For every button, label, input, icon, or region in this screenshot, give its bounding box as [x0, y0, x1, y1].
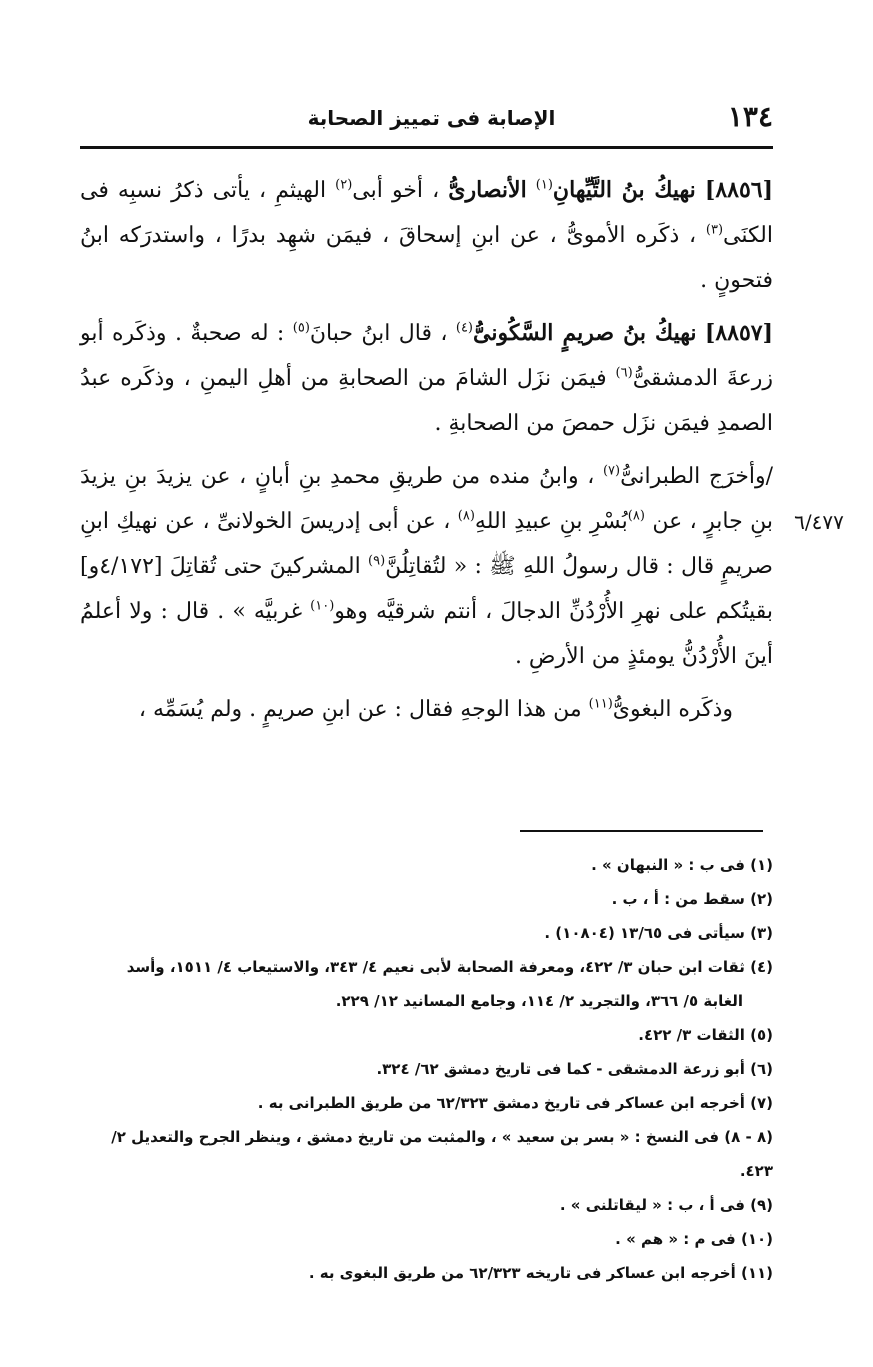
- footnote-marker: (١): [535, 177, 553, 193]
- paragraph-text: ، وابنُ منده من طريقِ محمدِ بنِ أبانٍ ، عن يزيدَ بنِ يزيدَ بنِ جابرٍ ، عن: [80, 464, 773, 534]
- header-rule: [80, 146, 773, 149]
- footnote-marker: (٢): [335, 177, 353, 193]
- paragraph-text: بُسْرِ بنِ عبيدِ اللهِ: [474, 509, 628, 534]
- entry-text: فيمَن نزَل الشامَ من الصحابةِ من أهلِ اليمنِ ، وذكَره عبدُ الصمدِ فيمَن نزَل حمصَ من الصحابةِ .: [80, 366, 773, 436]
- footnote-11: (١١) أخرجه ابن عساكر فى تاريخه ٦٢/٣٢٣ من طريق البغوى به .: [308, 1264, 773, 1282]
- footnote-rule: [520, 830, 763, 832]
- footnote-marker: (٨): [627, 508, 645, 524]
- footnote-marker: (٩): [368, 553, 386, 569]
- paragraph-text: غربيَّه » . قال : ولا أعلمُ أينَ الأُرْدُنُّ يومئذٍ من الأرضِ .: [80, 599, 773, 669]
- entry-text: : له صحبةٌ . وذكَره أبو زرعةَ الدمشقىُّ: [80, 321, 773, 391]
- paragraph-text: وذكَره البغوىُّ: [612, 697, 733, 722]
- footnote-marker: (٦): [615, 365, 633, 381]
- footnote-marker: (٤): [455, 320, 473, 336]
- entry-nisba: الأنصارىُّ: [448, 177, 527, 203]
- footnote-1: (١) فى ب : « النبهان » .: [591, 856, 773, 874]
- footnote-4: (٤) ثقات ابن حبان ٣/ ٤٢٢، ومعرفة الصحابة لأبى نعيم ٤/ ٣٤٣، والاستيعاب ٤/ ١٥١١، وأسد: [126, 958, 773, 976]
- footnote-marker: (٧): [602, 463, 621, 479]
- paragraph-text: من هذا الوجهِ فقال : عن ابنِ صريمٍ . ولم يُسَمِّه ،: [138, 697, 582, 722]
- paragraph-text: /وأخرَج الطبرانىُّ: [620, 464, 774, 489]
- entry-number: [٨٨٥٧]: [704, 320, 774, 346]
- entry-text: ، ذكَره الأموىُّ ، عن ابنِ إسحاقَ ، فيمَن شهِد بدرًا ، واستدرَكه ابنُ فتحونٍ .: [80, 223, 773, 293]
- entry-name: نهيكُ بنُ التَّيِّهانِ: [552, 177, 696, 203]
- footnote-marker: (٣): [705, 222, 724, 238]
- footnote-marker: (٥): [292, 320, 310, 336]
- entry-name: نهيكُ بنُ صريمٍ السَّكُونىُّ: [473, 320, 697, 346]
- page-header: [80, 100, 773, 140]
- margin-reference: ٦/٤٧٧: [794, 510, 844, 534]
- footnote-6: (٦) أبو زرعة الدمشقى - كما فى تاريخ دمشق ٦٢/ ٣٢٤.: [376, 1060, 773, 1078]
- footnote-9: (٩) فى أ ، ب : « ليقاتلنى » .: [559, 1196, 773, 1214]
- entry-text: الهيثمِ ، يأتى ذكرُ نسبِه فى الكنَى: [80, 178, 773, 248]
- footnote-8: (٨ - ٨) فى النسخ : « بسر بن سعيد » ، والمثبت من تاريخ دمشق ، وينظر الجرح والتعديل ٢/ ٤٢٣.: [111, 1128, 773, 1180]
- footnote-marker: (١١): [588, 696, 613, 712]
- footnote-7: (٧) أخرجه ابن عساكر فى تاريخ دمشق ٦٢/٣٢٣ من طريق الطبرانى به .: [257, 1094, 773, 1112]
- entry-8857: [80, 311, 773, 446]
- entry-8856: [80, 168, 773, 303]
- running-title: الإصابة فى تمييز الصحابة: [307, 106, 556, 130]
- footnote-2: (٢) سقط من : أ ، ب .: [611, 890, 773, 908]
- footnote-3: (٣) سيأتى فى ١٣/٦٥ (١٠٨٠٤) .: [544, 924, 773, 942]
- paragraph-text: ، عن أبى إدريسَ الخولانىِّ ، عن نهيكِ ابنِ صريمٍ قال : قال رسولُ اللهِ ﷺ : « لتُقاتِلُنَّ: [80, 509, 773, 579]
- footnote-4-continued: الغابة ٥/ ٣٦٦، والتجريد ٢/ ١١٤، وجامع المسانيد ١٢/ ٢٢٩.: [335, 992, 743, 1010]
- main-text: [80, 168, 773, 740]
- entry-text: ، أخو أبى: [352, 178, 440, 203]
- hadith-paragraph: [80, 454, 773, 679]
- footnote-marker: (١٠): [310, 598, 335, 614]
- paragraph-text: المشركينَ حتى تُقاتِلَ [٤/١٧٢و] بقيتُكم على نهرِ الأُرْدُنِّ الدجالَ ، أنتم شرقيَّه وهو: [80, 554, 773, 624]
- footnote-10: (١٠) فى م : « هم » .: [615, 1230, 773, 1248]
- footnotes: [80, 848, 773, 1290]
- entry-number: [٨٨٥٦]: [704, 177, 773, 203]
- footnote-5: (٥) الثقات ٣/ ٤٢٢.: [638, 1026, 773, 1044]
- page-number: ١٣٤: [727, 100, 773, 133]
- footnote-marker: (٨): [457, 508, 475, 524]
- entry-text: ، قال ابنُ حبانَ: [309, 321, 448, 346]
- baghawi-paragraph: [80, 687, 773, 732]
